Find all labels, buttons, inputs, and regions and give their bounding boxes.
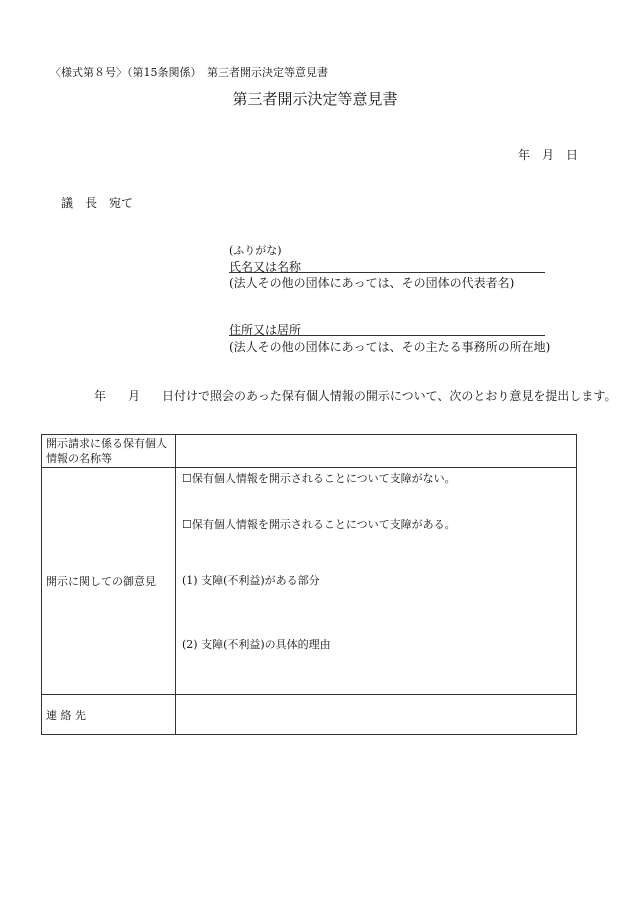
statement-year: 年 [94, 389, 107, 403]
checkbox-issue[interactable]: ☐保有個人情報を開示されることについて支障がある。 [182, 518, 456, 531]
statement-month: 月 [128, 389, 141, 403]
info-name-label: 開示請求に係る保有個人情報の名称等 [42, 435, 176, 468]
statement-line [94, 387, 616, 404]
name-note: (法人その他の団体にあっては、その団体の代表者名) [229, 276, 515, 290]
address-note: (法人その他の団体にあっては、その主たる事務所の所在地) [229, 340, 551, 354]
table-row [42, 695, 577, 735]
checkbox-no-issue[interactable]: ☐保有個人情報を開示されることについて支障がない。 [182, 472, 456, 485]
name-field-line[interactable] [229, 272, 545, 273]
furigana-label: (ふりがな) [229, 244, 282, 257]
opinion-label: 開示に関しての御意見 [42, 468, 176, 695]
name-label: 氏名又は名称 [229, 260, 302, 274]
info-name-cell[interactable] [176, 435, 577, 468]
document-title: 第三者開示決定等意見書 [232, 90, 398, 108]
address-label: 住所又は居所 [229, 323, 302, 337]
issue-reason-label: (2) 支障(不利益)の具体的理由 [182, 638, 331, 651]
opinion-table [41, 434, 577, 735]
form-number-note: 〈様式第８号〉（第15条関係） 第三者開示決定等意見書 [50, 66, 328, 79]
table-row [42, 468, 577, 695]
table-row [42, 435, 577, 468]
address-field-line[interactable] [229, 335, 545, 336]
addressee: 議 長 宛て [61, 196, 134, 210]
contact-label: 連 絡 先 [42, 695, 176, 735]
issue-part-label: (1) 支障(不利益)がある部分 [182, 574, 320, 587]
contact-cell[interactable] [176, 695, 577, 735]
opinion-cell[interactable] [176, 468, 577, 695]
date-line: 年 月 日 [517, 148, 578, 162]
statement-text: 日付けで照会のあった保有個人情報の開示について、次のとおり意見を提出します。 [162, 389, 617, 403]
